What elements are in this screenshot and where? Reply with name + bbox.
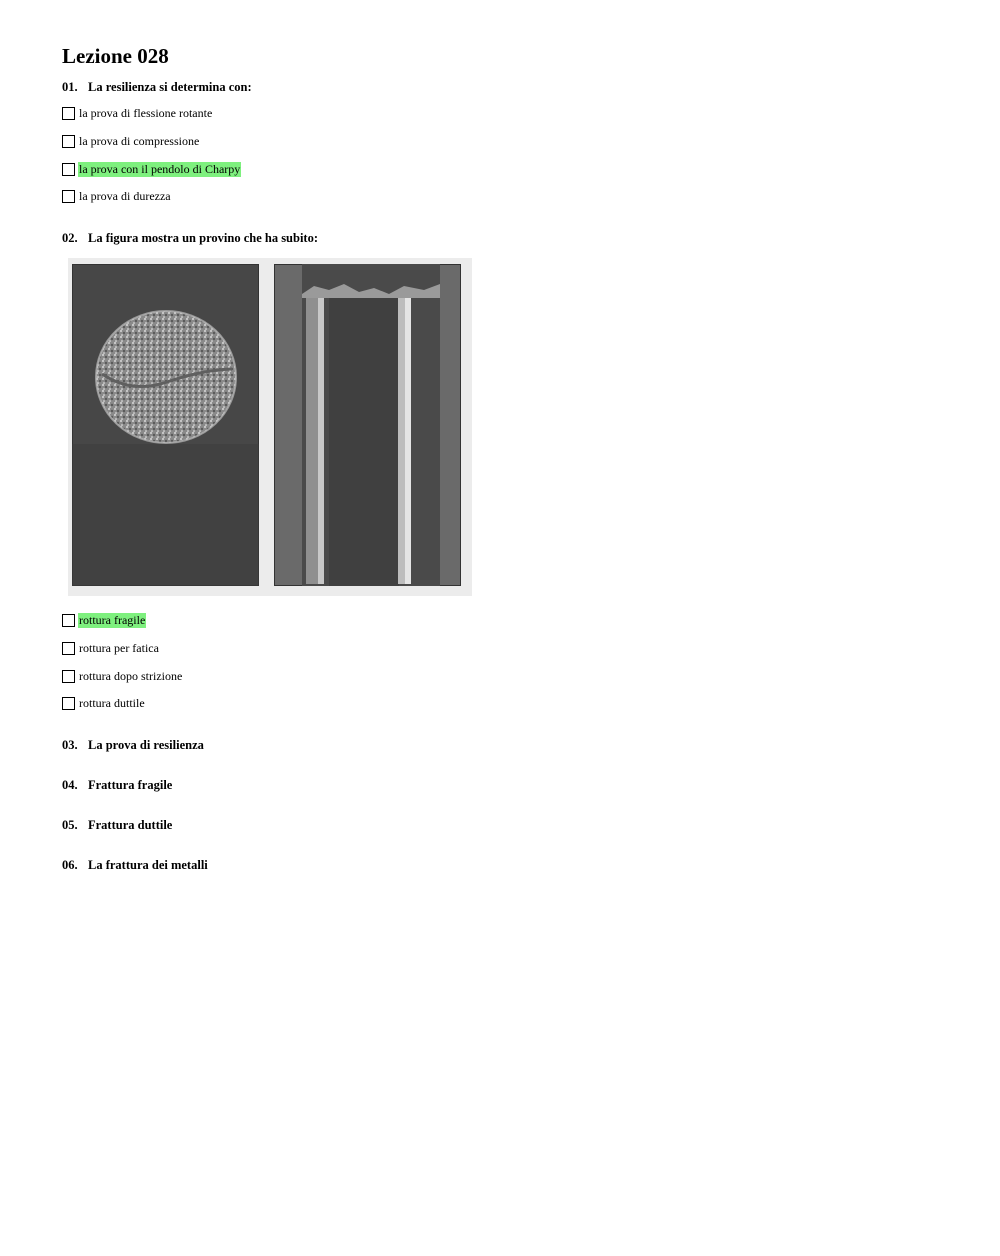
question-number: 05. xyxy=(62,818,78,832)
question-text: La figura mostra un provino che ha subito: xyxy=(88,231,319,245)
question-02-option-3[interactable] xyxy=(62,668,183,685)
question-02-option-2[interactable] xyxy=(62,640,160,657)
question-text: La resilienza si determina con: xyxy=(88,80,252,94)
question-01-option-1[interactable] xyxy=(62,105,213,122)
question-text: Frattura fragile xyxy=(88,778,173,792)
checkbox[interactable] xyxy=(62,190,75,203)
lesson-title: Lezione 028 xyxy=(62,44,169,68)
checkbox[interactable] xyxy=(62,107,75,120)
question-number: 03. xyxy=(62,738,78,752)
fracture-specimen-figure xyxy=(68,258,472,596)
checkbox[interactable] xyxy=(62,135,75,148)
question-04-heading xyxy=(62,777,172,793)
question-01-heading xyxy=(62,79,252,95)
option-label: rottura duttile xyxy=(79,696,145,710)
question-text: La frattura dei metalli xyxy=(88,858,208,872)
checkbox[interactable] xyxy=(62,163,75,176)
checkbox[interactable] xyxy=(62,642,75,655)
question-number: 02. xyxy=(62,231,78,245)
option-label: rottura dopo strizione xyxy=(79,669,183,683)
option-label: rottura per fatica xyxy=(79,641,159,655)
question-02-option-1[interactable] xyxy=(62,612,146,629)
question-01-option-4[interactable] xyxy=(62,188,172,205)
question-01-option-3[interactable] xyxy=(62,161,241,178)
checkbox[interactable] xyxy=(62,614,75,627)
question-03-heading xyxy=(62,737,204,753)
option-label-correct-highlight: la prova con il pendolo di Charpy xyxy=(79,162,241,176)
question-text: La prova di resilienza xyxy=(88,738,204,752)
question-01-option-2[interactable] xyxy=(62,133,200,150)
question-number: 06. xyxy=(62,858,78,872)
question-02-option-4[interactable] xyxy=(62,695,146,712)
question-number: 04. xyxy=(62,778,78,792)
checkbox[interactable] xyxy=(62,697,75,710)
question-number: 01. xyxy=(62,80,78,94)
option-label: la prova di durezza xyxy=(79,189,171,203)
checkbox[interactable] xyxy=(62,670,75,683)
question-06-heading xyxy=(62,857,208,873)
question-02-heading xyxy=(62,230,318,246)
option-label-correct-highlight: rottura fragile xyxy=(79,613,146,627)
specimen-side-photo xyxy=(274,264,461,586)
option-label: la prova di flessione rotante xyxy=(79,106,213,120)
option-label: la prova di compressione xyxy=(79,134,200,148)
fracture-surface-photo xyxy=(72,264,259,586)
question-05-heading xyxy=(62,817,172,833)
question-text: Frattura duttile xyxy=(88,818,173,832)
